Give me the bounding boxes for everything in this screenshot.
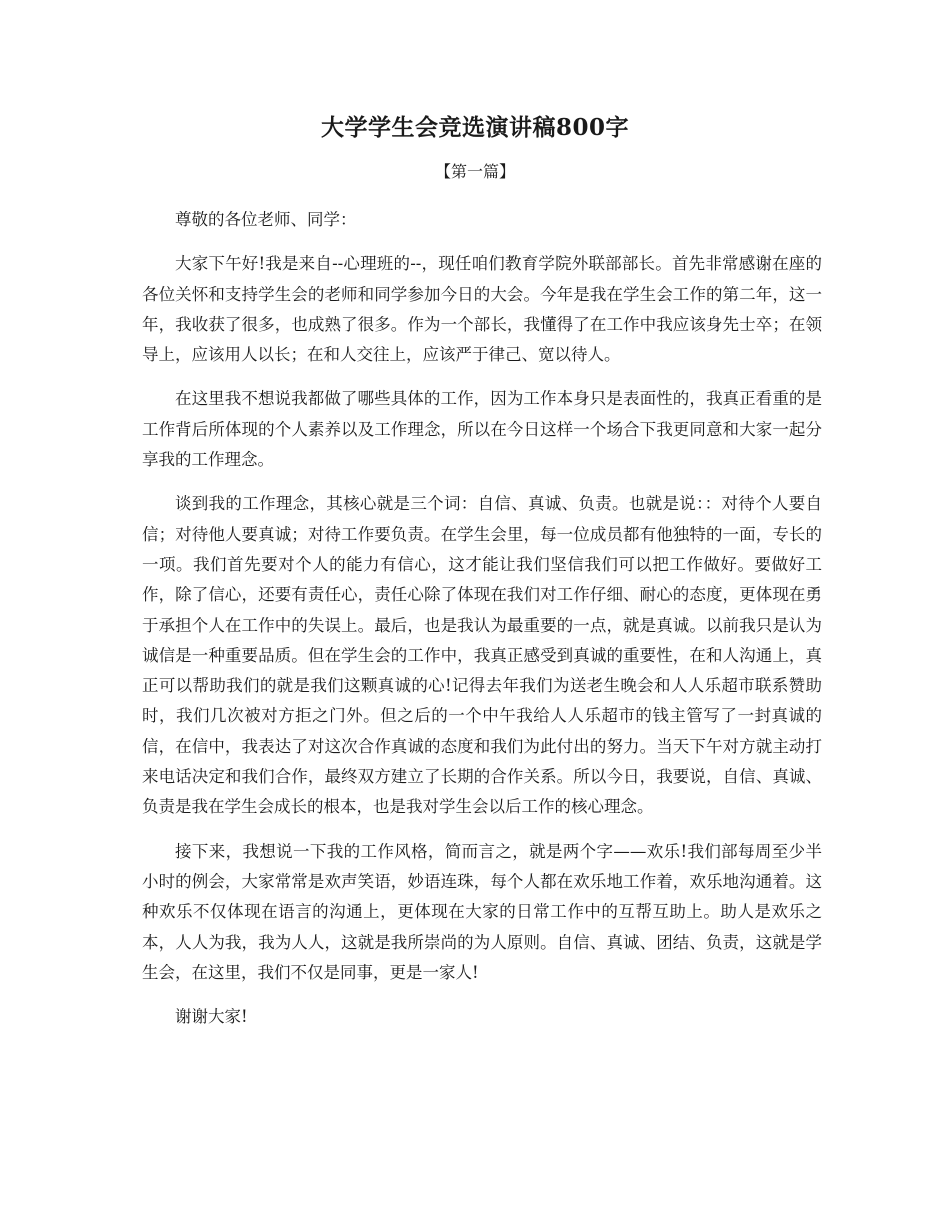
- paragraph: 接下来，我想说一下我的工作风格，简而言之，就是两个字——欢乐!我们部每周至少半小时的例会，大家常常是欢声笑语，妙语连珠，每个人都在欢乐地工作着，欢乐地沟通着。这种欢乐不仅体现在语言的沟通上，更体现在大家的日常工作中的互帮互助上。助人是欢乐之本，人人为我，我为人人，这就是我所崇尚的为人原则。自信、真诚、团结、负责，这就是学生会，在这里，我们不仅是同事，更是一家人!: [142, 841, 822, 982]
- document-title: 大学学生会竞选演讲稿800字: [320, 114, 629, 141]
- paragraph-salutation: 尊敬的各位老师、同学：: [175, 210, 357, 229]
- section-heading: 【第一篇】: [434, 162, 515, 181]
- document-body: [142, 205, 822, 1046]
- paragraph: 在这里我不想说我都做了哪些具体的工作，因为工作本身只是表面性的，我真正看重的是工作背后所体现的个人素养以及工作理念，所以在今日这样一个场合下我更同意和大家一起分享我的工作理念。: [142, 389, 822, 470]
- paragraph-closing: 谢谢大家!: [175, 1007, 248, 1027]
- paragraph: 大家下午好!我是来自--心理班的--，现任咱们教育学院外联部部长。首先非常感谢在座的各位关怀和支持学生会的老师和同学参加今日的大会。今年是我在学生会工作的第二年，这一年，我收获了很多，也成熟了很多。作为一个部长，我懂得了在工作中我应该身先士卒；在领导上，应该用人以长；在和人交往上，应该严于律己、宽以待人。: [142, 254, 822, 365]
- paragraph: 谈到我的工作理念，其核心就是三个词：自信、真诚、负责。也就是说：：对待个人要自信；对待他人要真诚；对待工作要负责。在学生会里，每一位成员都有他独特的一面，专长的一项。我们首先要对个人的能力有信心，这才能让我们坚信我们可以把工作做好。要做好工作，除了信心，还要有责任心，责任心除了体现在我们对工作仔细、耐心的态度，更体现在勇于承担个人在工作中的失误上。最后，也是我认为最重要的一点，就是真诚。以前我只是认为诚信是一种重要品质。但在学生会的工作中，我真正感受到真诚的重要性，在和人沟通上，真正可以帮助我们的就是我们这颗真诚的心!记得去年我们为送老生晚会和人人乐超市联系赞助时，我们几次被对方拒之门外。但之后的一个中午我给人人乐超市的钱主管写了一封真诚的信，在信中，我表达了对这次合作真诚的态度和我们为此付出的努力。当天下午对方就主动打来电话决定和我们合作，最终双方建立了长期的合作关系。所以今日，我要说，自信、真诚、负责是我在学生会成长的根本，也是我对学生会以后工作的核心理念。: [142, 494, 822, 817]
